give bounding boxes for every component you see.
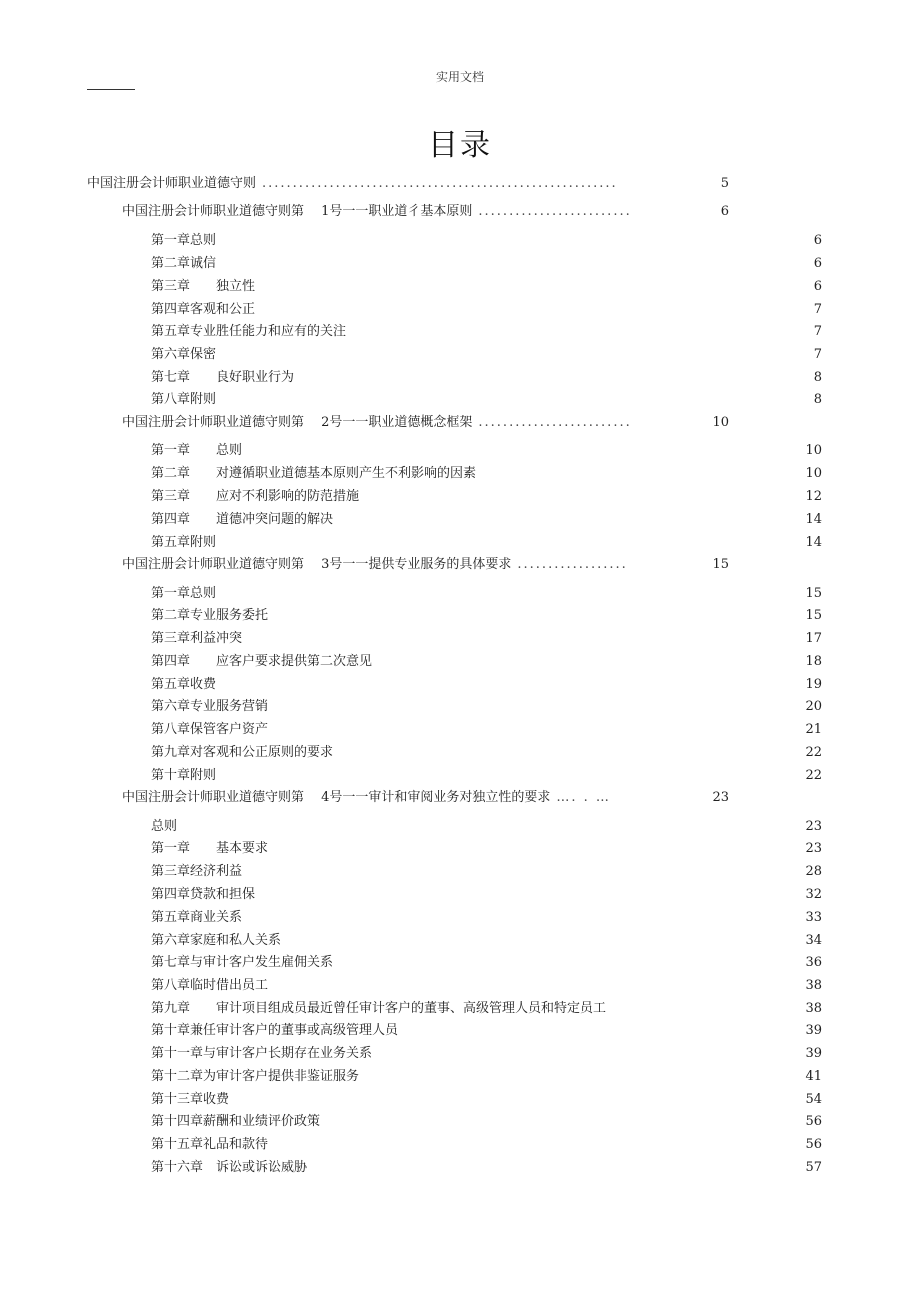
toc-entry-leader bbox=[255, 884, 792, 906]
toc-entry-page: 7 bbox=[813, 347, 822, 362]
toc-entry[interactable] bbox=[122, 201, 729, 223]
toc-entry[interactable] bbox=[151, 952, 822, 974]
toc-entry[interactable] bbox=[151, 1089, 822, 1111]
toc-entry-label: 第十三章收费 bbox=[151, 1092, 230, 1107]
toc-entry[interactable] bbox=[151, 389, 822, 411]
toc-entry-label: 第八章附则 bbox=[151, 392, 217, 407]
toc-entry-page: 18 bbox=[805, 654, 822, 669]
toc-entry[interactable] bbox=[151, 583, 822, 605]
toc-entry-label: 第二章专业服务委托 bbox=[151, 608, 269, 623]
toc-entry-leader bbox=[346, 321, 792, 343]
toc-entry-label: 第一章 基本要求 bbox=[151, 841, 269, 856]
toc-entry-page: 22 bbox=[805, 768, 822, 783]
toc-entry[interactable] bbox=[151, 440, 822, 462]
toc-entry-leader bbox=[606, 998, 792, 1020]
toc-entry-leader bbox=[398, 1020, 792, 1042]
toc-entry[interactable] bbox=[151, 884, 822, 906]
toc-entry[interactable] bbox=[151, 930, 822, 952]
toc-entry-leader: …. . … bbox=[556, 790, 611, 805]
toc-entry-page: 54 bbox=[805, 1092, 822, 1107]
toc-entry-leader bbox=[268, 838, 792, 860]
toc-entry-label: 第四章 应客户要求提供第二次意见 bbox=[151, 654, 373, 669]
toc-entry[interactable] bbox=[151, 1111, 822, 1133]
toc-entry-page: 12 bbox=[805, 489, 822, 504]
toc-entry-page: 56 bbox=[805, 1114, 822, 1129]
toc-entry-label: 第十二章为审计客户提供非鉴证服务 bbox=[151, 1069, 360, 1084]
toc-entry-page: 10 bbox=[712, 415, 729, 430]
toc-entry[interactable] bbox=[151, 696, 822, 718]
toc-entry-page: 23 bbox=[805, 819, 822, 834]
toc-entry-page: 56 bbox=[805, 1137, 822, 1152]
toc-entry-label: 中国注册会计师职业道德守则第 4号一一审计和审阅业务对独立性的要求 bbox=[122, 790, 551, 805]
toc-entry-leader bbox=[372, 651, 792, 673]
toc-entry-page: 39 bbox=[805, 1023, 822, 1038]
toc-entry-page: 6 bbox=[813, 279, 822, 294]
toc-entry[interactable] bbox=[151, 998, 822, 1020]
toc-entry-leader bbox=[268, 719, 792, 741]
toc-entry-leader bbox=[268, 1134, 792, 1156]
toc-entry-label: 第十四章薪酬和业绩评价政策 bbox=[151, 1114, 321, 1129]
toc-entry-label: 第三章 独立性 bbox=[151, 279, 256, 294]
toc-entry[interactable] bbox=[151, 253, 822, 275]
toc-entry-leader bbox=[255, 276, 792, 298]
toc-entry-page: 36 bbox=[805, 955, 822, 970]
toc-entry-label: 第三章经济利益 bbox=[151, 864, 243, 879]
toc-entry[interactable] bbox=[122, 554, 729, 576]
toc-entry-page: 20 bbox=[805, 699, 822, 714]
toc-entry-leader: ......................... bbox=[478, 415, 632, 430]
toc-entry[interactable] bbox=[151, 1043, 822, 1065]
toc-entry[interactable] bbox=[122, 412, 729, 434]
toc-entry-page: 41 bbox=[805, 1069, 822, 1084]
toc-entry[interactable] bbox=[151, 816, 822, 838]
toc-entry-page: 6 bbox=[813, 233, 822, 248]
toc-entry[interactable] bbox=[151, 674, 822, 696]
toc-entry-leader bbox=[216, 389, 792, 411]
toc-entry-label: 中国注册会计师职业道德守则第 1号一一职业道彳基本原则 bbox=[122, 204, 473, 219]
toc-entry-page: 15 bbox=[712, 557, 729, 572]
toc-entry[interactable] bbox=[151, 276, 822, 298]
toc-entry[interactable] bbox=[151, 509, 822, 531]
toc-entry[interactable] bbox=[151, 486, 822, 508]
toc-entry-label: 第六章保密 bbox=[151, 347, 217, 362]
toc-entry-label: 第四章客观和公正 bbox=[151, 302, 256, 317]
toc-entry-page: 21 bbox=[805, 722, 822, 737]
toc-entry-page: 14 bbox=[805, 535, 822, 550]
toc-entry-label: 第四章贷款和担保 bbox=[151, 887, 256, 902]
toc-entry-leader bbox=[333, 742, 792, 764]
toc-entry-label: 第八章保管客户资产 bbox=[151, 722, 269, 737]
toc-entry-leader bbox=[242, 628, 792, 650]
toc-entry-page: 19 bbox=[805, 677, 822, 692]
toc-entry[interactable] bbox=[151, 719, 822, 741]
toc-entry[interactable] bbox=[151, 838, 822, 860]
toc-entry[interactable] bbox=[151, 605, 822, 627]
toc-entry-leader: .......................................................... bbox=[262, 176, 618, 191]
toc-entry-label: 第十五章礼品和款待 bbox=[151, 1137, 269, 1152]
toc-entry[interactable] bbox=[151, 651, 822, 673]
toc-entry-page: 32 bbox=[805, 887, 822, 902]
page-header: 实用文档 bbox=[435, 70, 484, 84]
toc-entry-label: 第九章 审计项目组成员最近曾任审计客户的董事、高级管理人员和特定员工 bbox=[151, 1001, 607, 1016]
toc-entry-page: 33 bbox=[805, 910, 822, 925]
toc-entry-leader bbox=[216, 583, 792, 605]
toc-entry[interactable] bbox=[151, 742, 822, 764]
toc-entry-page: 10 bbox=[805, 466, 822, 481]
toc-entry-page: 22 bbox=[805, 745, 822, 760]
toc-entry-leader bbox=[281, 930, 792, 952]
toc-entry-leader bbox=[476, 463, 792, 485]
toc-entry[interactable] bbox=[151, 1157, 822, 1179]
toc-entry[interactable] bbox=[151, 861, 822, 883]
toc-entry-page: 8 bbox=[813, 392, 822, 407]
toc-entry[interactable] bbox=[151, 765, 822, 787]
toc-entry-leader bbox=[268, 975, 792, 997]
toc-entry-label: 第十章附则 bbox=[151, 768, 217, 783]
toc-entry-leader bbox=[242, 907, 792, 929]
toc-entry-page: 23 bbox=[712, 790, 729, 805]
toc-entry-label: 第十章兼任审计客户的董事或高级管理人员 bbox=[151, 1023, 399, 1038]
toc-entry-leader: .................. bbox=[517, 557, 628, 572]
toc-entry-label: 第三章 应对不利影响的防范措施 bbox=[151, 489, 360, 504]
toc-entry-page: 14 bbox=[805, 512, 822, 527]
toc-entry-label: 第二章 对遵循职业道德基本原则产生不利影响的因素 bbox=[151, 466, 477, 481]
toc-entry-label: 第五章专业胜任能力和应有的关注 bbox=[151, 324, 347, 339]
toc-entry-label: 第五章收费 bbox=[151, 677, 217, 692]
toc-entry[interactable] bbox=[151, 1066, 822, 1088]
toc-entry-label: 第十六章 诉讼或诉讼威胁 bbox=[151, 1160, 308, 1175]
toc-entry-page: 17 bbox=[805, 631, 822, 646]
toc-entry[interactable] bbox=[151, 628, 822, 650]
toc-entry[interactable] bbox=[151, 463, 822, 485]
toc-entry[interactable] bbox=[151, 367, 822, 389]
toc-entry[interactable] bbox=[151, 907, 822, 929]
toc-entry[interactable] bbox=[151, 321, 822, 343]
toc-entry-leader bbox=[216, 253, 792, 275]
toc-entry-leader bbox=[359, 1066, 792, 1088]
toc-entry-page: 39 bbox=[805, 1046, 822, 1061]
toc-entry[interactable] bbox=[151, 230, 822, 252]
toc-entry-page: 7 bbox=[813, 324, 822, 339]
toc-entry-label: 中国注册会计师职业道德守则第 2号一一职业道德概念框架 bbox=[122, 415, 473, 430]
toc-entry-label: 第六章专业服务营销 bbox=[151, 699, 269, 714]
toc-entry-label: 第五章附则 bbox=[151, 535, 217, 550]
toc-entry-label: 第一章 总则 bbox=[151, 443, 243, 458]
toc-entry-page: 8 bbox=[813, 370, 822, 385]
toc-entry[interactable] bbox=[151, 975, 822, 997]
toc-entry-page: 28 bbox=[805, 864, 822, 879]
toc-entry-page: 7 bbox=[813, 302, 822, 317]
toc-entry-page: 10 bbox=[805, 443, 822, 458]
toc-entry-leader bbox=[255, 299, 792, 321]
toc-entry-leader bbox=[294, 367, 792, 389]
toc-entry-leader bbox=[177, 816, 792, 838]
toc-entry[interactable] bbox=[151, 344, 822, 366]
toc-entry-page: 38 bbox=[805, 978, 822, 993]
toc-entry-leader: ......................... bbox=[478, 204, 632, 219]
toc-entry-label: 第五章商业关系 bbox=[151, 910, 243, 925]
toc-entry-label: 第八章临时借出员工 bbox=[151, 978, 269, 993]
toc-entry[interactable] bbox=[151, 532, 822, 554]
toc-entry-page: 23 bbox=[805, 841, 822, 856]
toc-entry[interactable] bbox=[87, 173, 729, 195]
toc-entry-leader bbox=[307, 1157, 792, 1179]
toc-entry-leader bbox=[229, 1089, 792, 1111]
toc-entry-label: 第九章对客观和公正原则的要求 bbox=[151, 745, 334, 760]
toc-entry-label: 中国注册会计师职业道德守则 bbox=[87, 176, 257, 191]
toc-entry-page: 15 bbox=[805, 608, 822, 623]
toc-entry[interactable] bbox=[151, 299, 822, 321]
toc-entry-leader bbox=[216, 532, 792, 554]
toc-entry-label: 第七章与审计客户发生雇佣关系 bbox=[151, 955, 334, 970]
toc-entry-leader bbox=[333, 509, 792, 531]
toc-entry-page: 6 bbox=[720, 204, 729, 219]
toc-entry[interactable] bbox=[122, 787, 729, 809]
toc-entry-label: 第七章 良好职业行为 bbox=[151, 370, 295, 385]
toc-entry-label: 总则 bbox=[151, 819, 178, 834]
toc-entry-label: 第二章诚信 bbox=[151, 256, 217, 271]
toc-entry[interactable] bbox=[151, 1134, 822, 1156]
toc-entry-page: 57 bbox=[805, 1160, 822, 1175]
toc-entry-leader bbox=[359, 486, 792, 508]
toc-entry-leader bbox=[216, 230, 792, 252]
toc-entry-page: 34 bbox=[805, 933, 822, 948]
toc-entry[interactable] bbox=[151, 1020, 822, 1042]
toc-entry-leader bbox=[268, 696, 792, 718]
header-rule bbox=[87, 89, 135, 90]
toc-entry-page: 15 bbox=[805, 586, 822, 601]
toc-entry-label: 第一章总则 bbox=[151, 233, 217, 248]
toc-entry-page: 6 bbox=[813, 256, 822, 271]
toc-entry-leader bbox=[372, 1043, 792, 1065]
toc-entry-leader bbox=[320, 1111, 792, 1133]
toc-entry-leader bbox=[333, 952, 792, 974]
toc-entry-label: 第十一章与审计客户长期存在业务关系 bbox=[151, 1046, 373, 1061]
toc-entry-leader bbox=[268, 605, 792, 627]
toc-entry-leader bbox=[216, 765, 792, 787]
toc-entry-leader bbox=[216, 344, 792, 366]
toc-entry-leader bbox=[216, 674, 792, 696]
toc-entry-leader bbox=[242, 440, 792, 462]
toc-entry-page: 5 bbox=[720, 176, 729, 191]
toc-entry-leader bbox=[242, 861, 792, 883]
toc-entry-label: 第四章 道德冲突问题的解决 bbox=[151, 512, 334, 527]
toc-entry-label: 第六章家庭和私人关系 bbox=[151, 933, 282, 948]
toc-entry-label: 第一章总则 bbox=[151, 586, 217, 601]
page-title: 目录 bbox=[428, 128, 492, 163]
toc-entry-label: 中国注册会计师职业道德守则第 3号一一提供专业服务的具体要求 bbox=[122, 557, 512, 572]
toc-entry-label: 第三章利益冲突 bbox=[151, 631, 243, 646]
toc-entry-page: 38 bbox=[805, 1001, 822, 1016]
